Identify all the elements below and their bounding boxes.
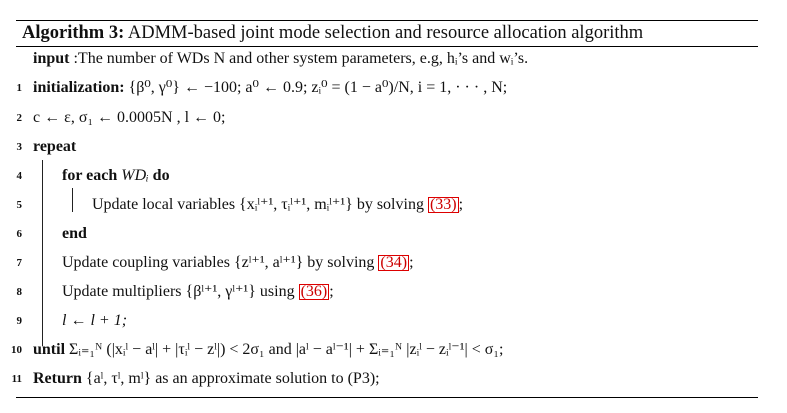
line-keyword: initialization: xyxy=(33,79,125,96)
line-text: Update coupling variables {zˡ⁺¹, aˡ⁺¹} by solving xyxy=(62,254,375,271)
bottom-rule xyxy=(16,397,758,398)
for-block-bar xyxy=(72,188,73,212)
line-number: 9 xyxy=(16,315,22,327)
line-number: 5 xyxy=(16,199,22,211)
until-keyword: until xyxy=(33,341,66,358)
algorithm-title xyxy=(22,23,643,44)
line-number: 7 xyxy=(16,257,22,269)
return-keyword: Return xyxy=(33,370,82,387)
line-tail: ; xyxy=(409,254,414,271)
line-number: 2 xyxy=(16,112,22,124)
line-text: Σᵢ₌₁ᴺ (|xᵢˡ − aˡ| + |τᵢˡ − zˡ|) < 2σ₁ and |aˡ − aˡ⁻¹| + Σᵢ₌₁ᴺ |zᵢˡ − zᵢˡ⁻¹| < σ₁; xyxy=(69,341,504,358)
line-tail: ; xyxy=(458,196,464,213)
top-rule xyxy=(16,20,758,21)
input-keyword: input xyxy=(33,50,70,67)
line-number: 8 xyxy=(16,286,22,298)
wd-variable: WDᵢ xyxy=(121,167,149,184)
line-number: 6 xyxy=(16,228,22,240)
algorithm-title-text: ADMM-based joint mode selection and resource allocation algorithm xyxy=(127,23,644,43)
repeat-block-bar xyxy=(42,160,43,346)
end-keyword: end xyxy=(62,225,87,242)
line-text: l ← l + 1; xyxy=(62,312,128,329)
line-text: c ← ε, σ₁ ← 0.0005N , l ← 0; xyxy=(33,109,226,126)
line-text: {aˡ, τˡ, mˡ} as an approximate solution to (P3); xyxy=(85,370,380,387)
do-keyword: do xyxy=(152,167,170,184)
for-each-keyword: for each xyxy=(62,167,118,184)
line-tail: ; xyxy=(329,283,334,300)
repeat-keyword: repeat xyxy=(33,138,77,155)
equation-ref-link[interactable]: (33) xyxy=(429,196,457,213)
input-text: :The number of WDs N and other system parameters, e.g, hᵢ’s and wᵢ’s. xyxy=(73,50,529,67)
header-rule xyxy=(16,46,758,47)
equation-ref-link[interactable]: (36) xyxy=(300,283,328,300)
line-number: 10 xyxy=(11,344,22,356)
line-number: 11 xyxy=(11,373,22,385)
line-text: {β⁰, γ⁰} ← −100; a⁰ ← 0.9; zᵢ⁰ = (1 − a⁰)/N, i = 1, · · · , N; xyxy=(128,79,508,96)
line-number: 3 xyxy=(16,141,22,153)
line-number: 1 xyxy=(16,82,22,94)
line-text: Update multipliers {βˡ⁺¹, γˡ⁺¹} using xyxy=(62,283,295,300)
line-number: 4 xyxy=(16,170,22,182)
algorithm-label: Algorithm 3: xyxy=(22,23,125,43)
line-text: Update local variables {xᵢˡ⁺¹, τᵢˡ⁺¹, mᵢˡ⁺¹} by solving xyxy=(92,196,424,213)
equation-ref-link[interactable]: (34) xyxy=(380,254,408,271)
